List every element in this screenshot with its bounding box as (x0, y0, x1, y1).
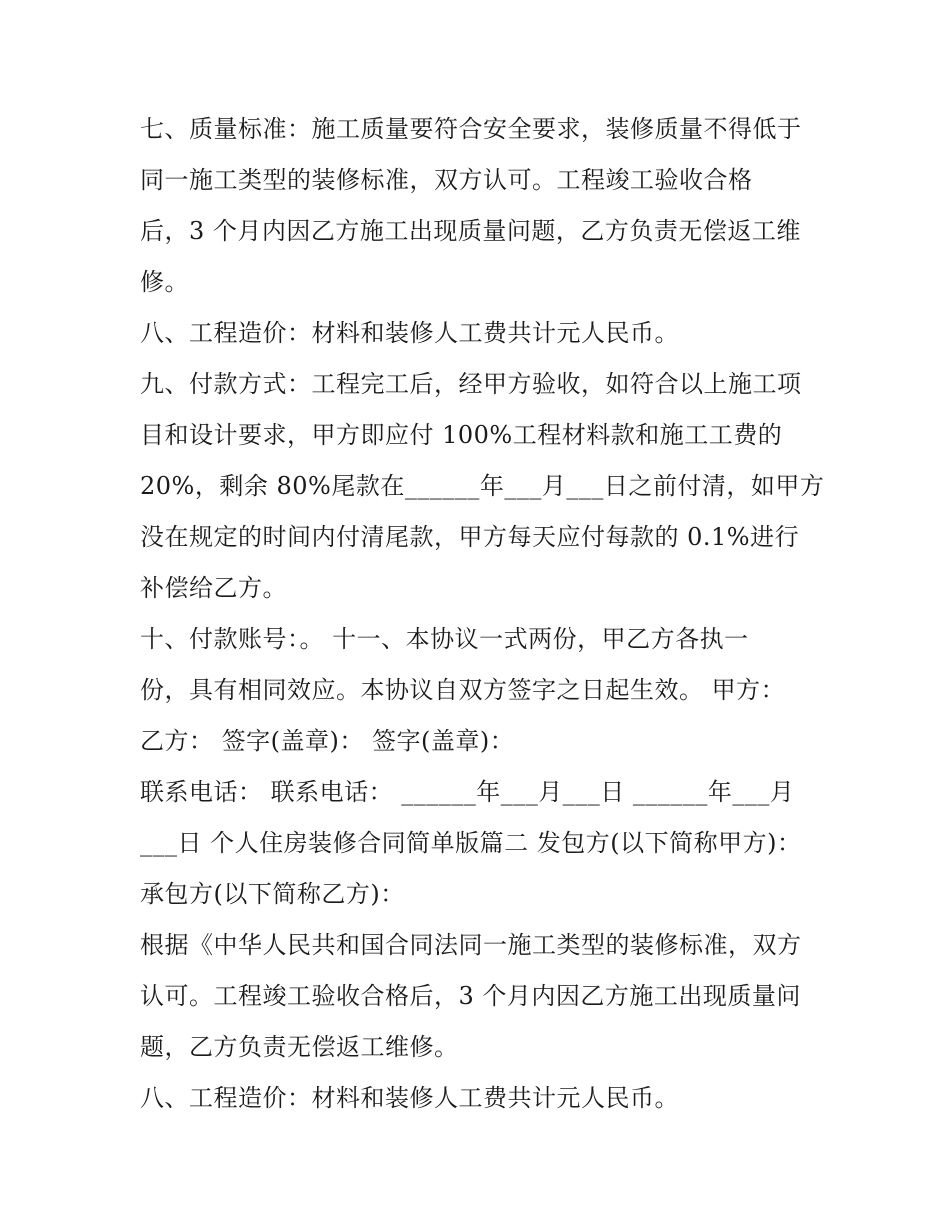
text-line: 20%，剩余 80%尾款在______年___月___日之前付清，如甲方 (140, 472, 825, 500)
text-line: 根据《中华人民共和国合同法同一施工类型的装修标准，双方 (140, 931, 802, 959)
text-line: 联系电话： 联系电话： ______年___月___日 ______年___月 (140, 778, 795, 806)
text-line: 目和设计要求，甲方即应付 100%工程材料款和施工工费的 (140, 421, 783, 449)
text-line: 同一施工类型的装修标准，双方认可。工程竣工验收合格 (140, 166, 753, 194)
text-line: 修。 (140, 268, 189, 296)
text-line: 没在规定的时间内付清尾款，甲方每天应付每款的 0.1%进行 (140, 523, 800, 551)
text-line: 八、工程造价：材料和装修人工费共计元人民币。 (140, 1084, 679, 1112)
text-line: 乙方： 签字(盖章)： 签字(盖章)： (140, 727, 515, 755)
contract-body (140, 104, 825, 1124)
text-line: ___日 个人住房装修合同简单版篇二 发包方(以下简称甲方)： (140, 829, 802, 857)
text-line: 九、付款方式：工程完工后，经甲方验收，如符合以上施工项 (140, 370, 802, 398)
text-line: 承包方(以下简称乙方)： (140, 880, 405, 908)
text-line: 份，具有相同效应。本协议自双方签字之日起生效。 甲方： (140, 676, 786, 704)
text-line: 题，乙方负责无偿返工维修。 (140, 1033, 459, 1061)
text-line: 七、质量标准：施工质量要符合安全要求，装修质量不得低于 (140, 115, 802, 143)
text-line: 认可。工程竣工验收合格后，3 个月内因乙方施工出现质量问 (140, 982, 801, 1010)
text-line: 后，3 个月内因乙方施工出现质量问题，乙方负责无偿返工维 (140, 217, 801, 245)
text-line: 八、工程造价：材料和装修人工费共计元人民币。 (140, 319, 679, 347)
text-line: 十、付款账号：。 十一、本协议一式两份，甲乙方各执一 (140, 625, 749, 653)
text-line: 补偿给乙方。 (140, 574, 287, 602)
